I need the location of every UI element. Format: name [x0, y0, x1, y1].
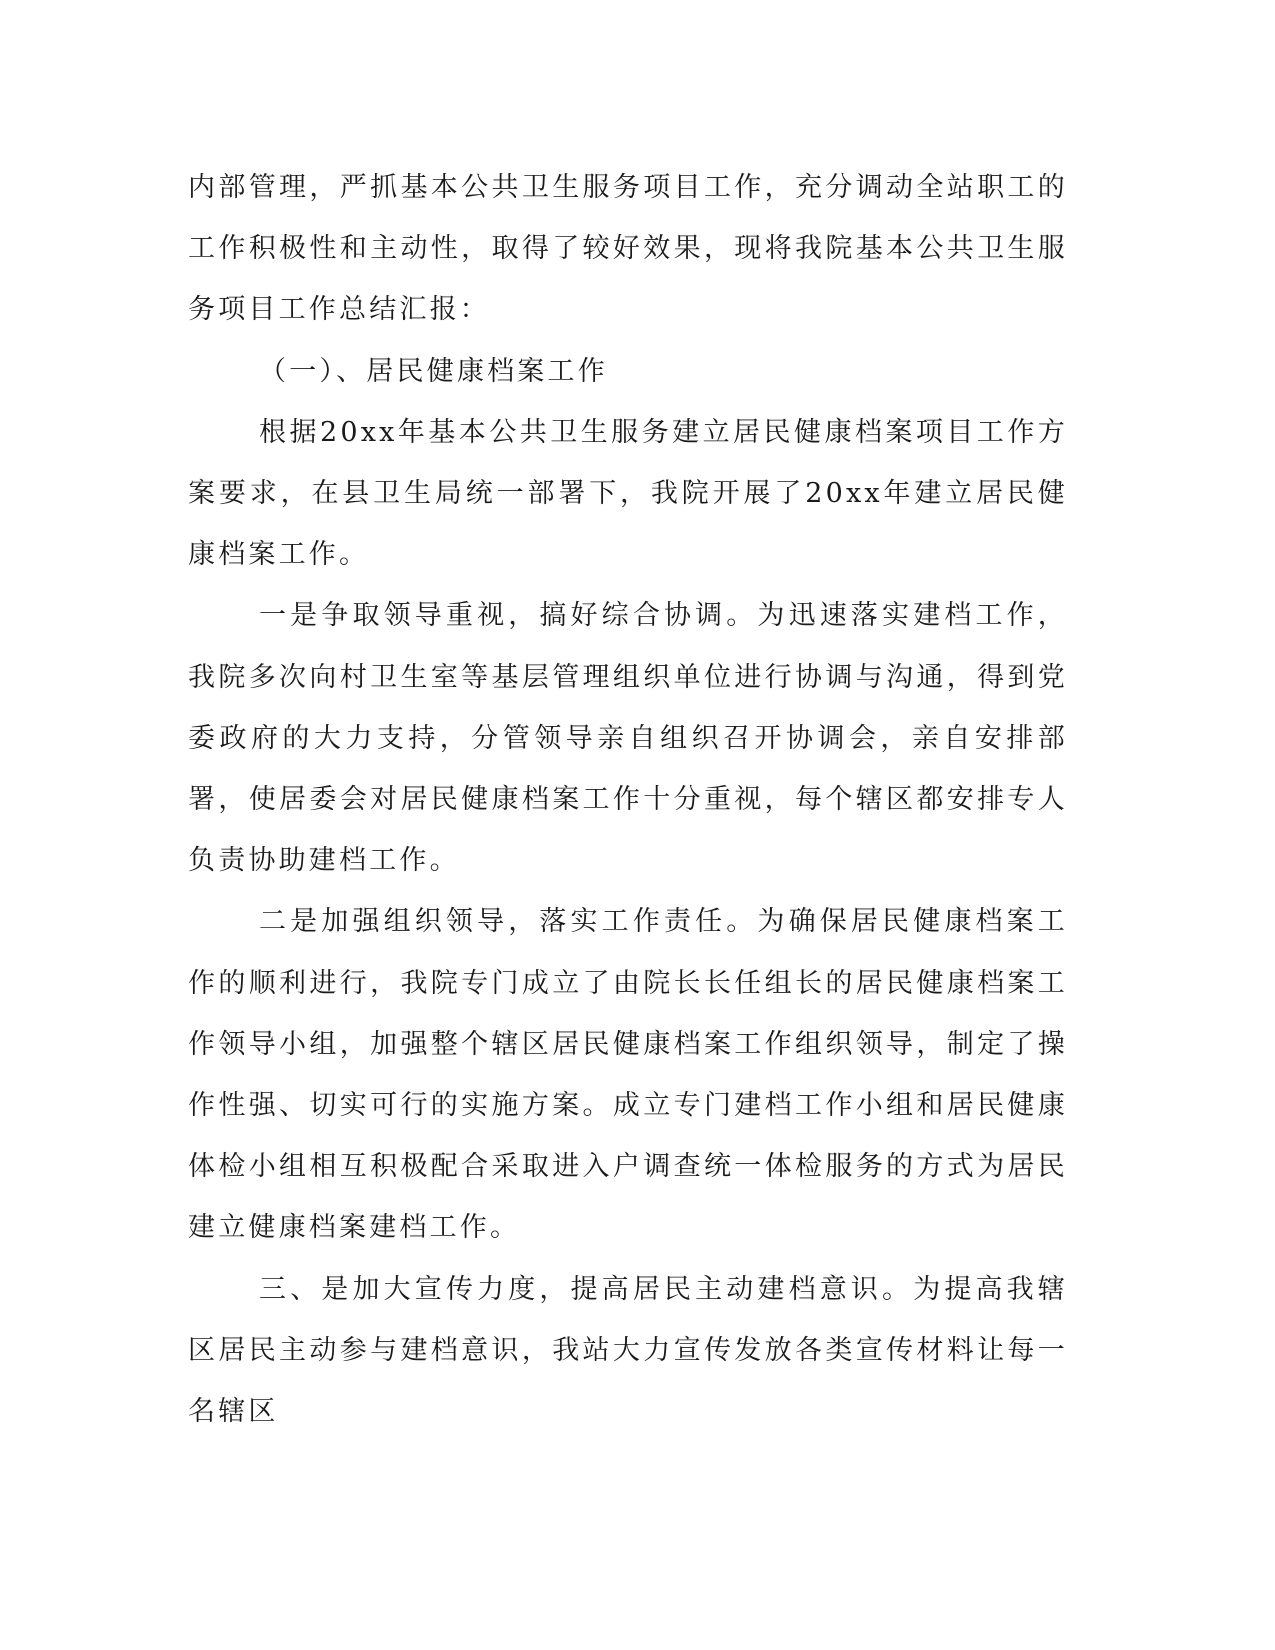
- section-heading: （一）、居民健康档案工作: [259, 355, 608, 387]
- paragraph-point-one: 一是争取领导重视，搞好综合协调。为迅速落实建档工作，我院多次向村卫生室等基层管理组织单位进行协调与沟通，得到党委政府的大力支持，分管领导亲自组织召开协调会，亲自安排部署，使居委会对居民健康档案工作十分重视，每个辖区都安排专人负责协助建档工作。: [188, 600, 1068, 877]
- paragraph-point-three: 三、是加大宣传力度，提高居民主动建档意识。为提高我辖区居民主动参与建档意识，我站大力宣传发放各类宣传材料让每一名辖区: [188, 1273, 1068, 1428]
- paragraph-point-two: 二是加强组织领导，落实工作责任。为确保居民健康档案工作的顺利进行，我院专门成立了由院长长任组长的居民健康档案工作领导小组，加强整个辖区居民健康档案工作组织领导，制定了操作性强、切实可行的实施方案。成立专门建档工作小组和居民健康体检小组相互积极配合采取进入户调查统一体检服务的方式为居民建立健康档案建档工作。: [188, 906, 1068, 1244]
- paragraph-intro: 根据20xx年基本公共卫生服务建立居民健康档案项目工作方案要求，在县卫生局统一部署下，我院开展了20xx年建立居民健康档案工作。: [188, 416, 1068, 571]
- paragraph-continuation: 内部管理，严抓基本公共卫生服务项目工作，充分调动全站职工的工作积极性和主动性，取得了较好效果，现将我院基本公共卫生服务项目工作总结汇报：: [188, 172, 1068, 326]
- document-body: [188, 157, 1068, 1442]
